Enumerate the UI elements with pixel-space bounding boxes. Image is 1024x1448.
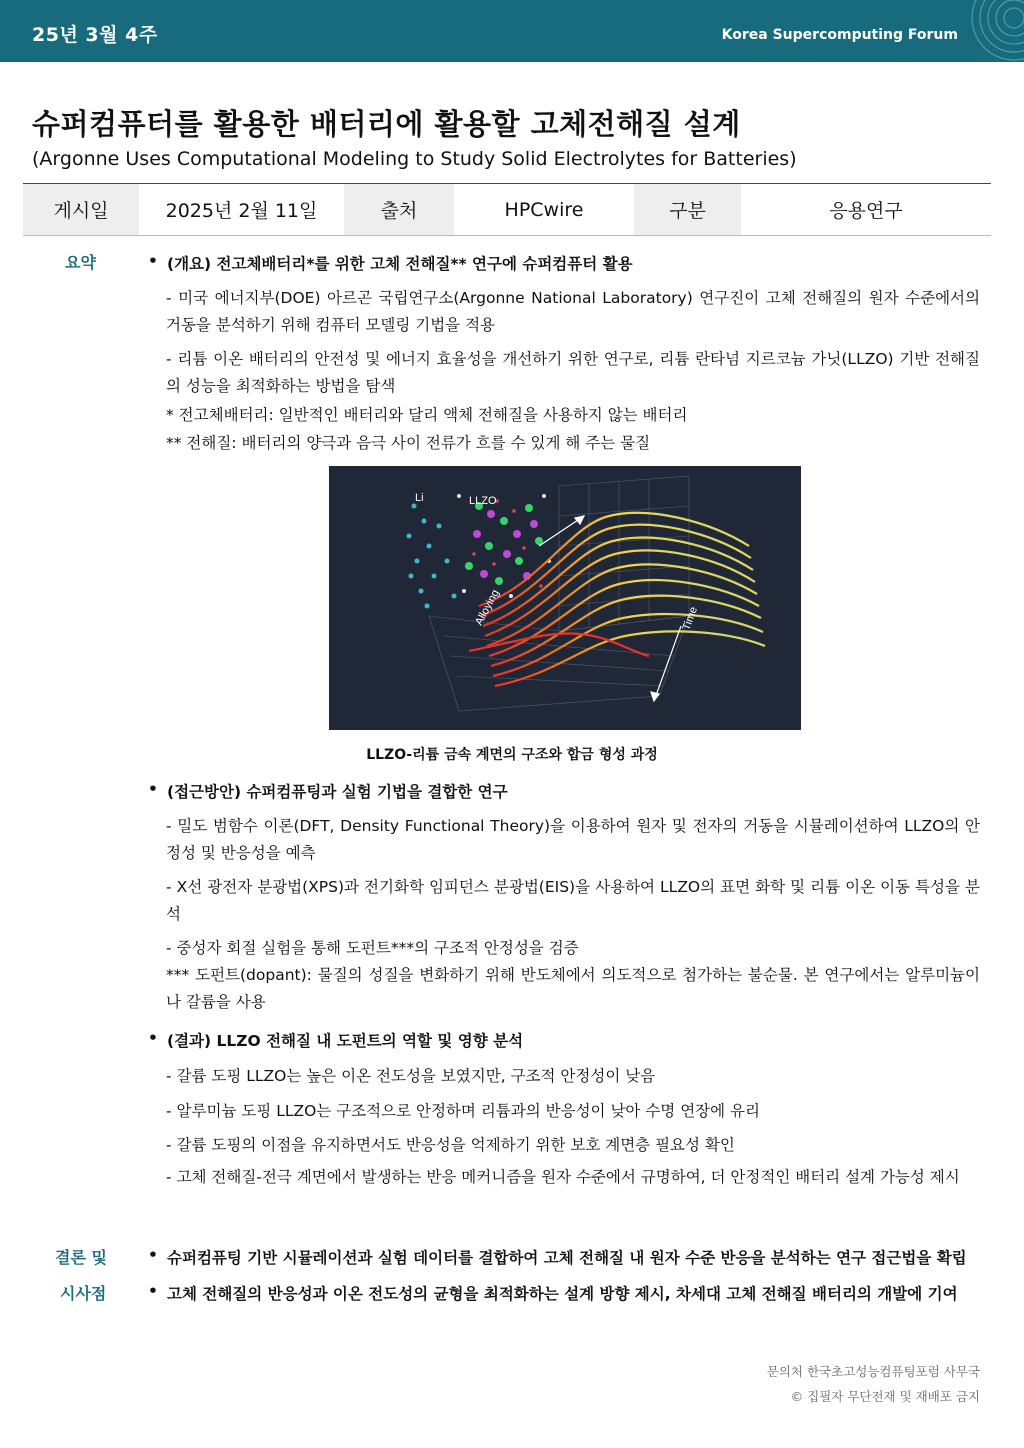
overview-item-2: - 리튬 이온 배터리의 안전성 및 에너지 효율성을 개선하기 위한 연구로, 리튬 란타넘 지르코늄 가닛(LLZO) 기반 전해질의 성능을 최적화하는 방법을 탐색 bbox=[166, 350, 980, 395]
result-item-3: - 갈륨 도핑의 이점을 유지하면서도 반응성을 억제하기 위한 보호 계면층 필요성 확인 bbox=[166, 1136, 735, 1154]
approach-item-3: - 중성자 회절 실험을 통해 도펀트***의 구조적 안정성을 검증 bbox=[166, 939, 579, 957]
date-value: 2025년 2월 11일 bbox=[165, 200, 318, 222]
issue-week: 25년 3월 4주 bbox=[32, 24, 158, 46]
approach-item-2: - X선 광전자 분광법(XPS)과 전기화학 임피던스 분광법(EIS)을 사용하여 LLZO의 표면 화학 및 리튬 이온 이동 특성을 분석 bbox=[166, 878, 980, 923]
figure-caption: LLZO-리튬 금속 계면의 구조와 합금 형성 과정 bbox=[366, 747, 658, 763]
llzo-interface-figure bbox=[329, 466, 801, 730]
page-title: 슈퍼컴퓨터를 활용한 배터리에 활용할 고체전해질 설계 bbox=[32, 107, 741, 141]
category-label: 구분 bbox=[634, 184, 741, 235]
label-alloying: Alloying bbox=[473, 587, 502, 628]
summary-label: 요약 bbox=[65, 253, 96, 272]
footer-copyright: © 집필자 무단전재 및 재배포 금지 bbox=[790, 1389, 980, 1404]
result-item-1: - 갈륨 도핑 LLZO는 높은 이온 전도성을 보였지만, 구조적 안정성이 낮음 bbox=[166, 1067, 656, 1085]
label-llzo: LLZO bbox=[469, 495, 497, 507]
footnote-1: * 전고체배터리: 일반적인 배터리와 달리 액체 전해질을 사용하지 않는 배터리 bbox=[166, 406, 688, 424]
atom-cloud-icon bbox=[407, 494, 552, 609]
meta-table bbox=[23, 183, 991, 236]
label-time: Time bbox=[680, 605, 701, 633]
result-item-2: - 알루미늄 도핑 LLZO는 구조적으로 안정하며 리튬과의 반응성이 낮아 수명 연장에 유리 bbox=[166, 1102, 760, 1120]
swirl-logo-icon bbox=[934, 0, 1024, 62]
source-value: HPCwire bbox=[504, 198, 584, 221]
date-label: 게시일 bbox=[23, 184, 139, 235]
header-bar bbox=[0, 0, 1024, 62]
label-li: Li bbox=[415, 492, 424, 504]
approach-item-1: - 밀도 범함수 이론(DFT, Density Functional Theory)을 이용하여 원자 및 전자의 거동을 시뮬레이션하여 LLZO의 안정성 및 반응성을 예측 bbox=[166, 817, 980, 862]
page-subtitle: (Argonne Uses Computational Modeling to Study Solid Electrolytes for Batteries) bbox=[32, 148, 797, 170]
conclusion-label-line1: 결론 및 bbox=[55, 1248, 107, 1267]
footnote-3: *** 도펀트(dopant): 물질의 성질을 변화하기 위해 반도체에서 의도적으로 첨가하는 불순물. 본 연구에서는 알루미늄이나 갈륨을 사용 bbox=[166, 966, 980, 1011]
source-label: 출처 bbox=[344, 184, 454, 235]
conclusion-label-line2: 시사점 bbox=[60, 1284, 107, 1303]
forum-name: Korea Supercomputing Forum bbox=[721, 27, 958, 43]
result-item-4: - 고체 전해질-전극 계면에서 발생하는 반응 메커니즘을 원자 수준에서 규명하여, 더 안정적인 배터리 설계 가능성 제시 bbox=[166, 1168, 960, 1186]
footer-contact: 문의처 한국초고성능컴퓨팅포럼 사무국 bbox=[766, 1364, 980, 1379]
footnote-2: ** 전해질: 배터리의 양극과 음극 사이 전류가 흐를 수 있게 해 주는 물질 bbox=[166, 434, 651, 452]
category-value: 응용연구 bbox=[829, 200, 903, 222]
overview-item-1: - 미국 에너지부(DOE) 아르곤 국립연구소(Argonne National Laboratory) 연구진이 고체 전해질의 원자 수준에서의 거동을 분석하기 위해 컴퓨터 모델링 기법을 적용 bbox=[166, 289, 980, 334]
